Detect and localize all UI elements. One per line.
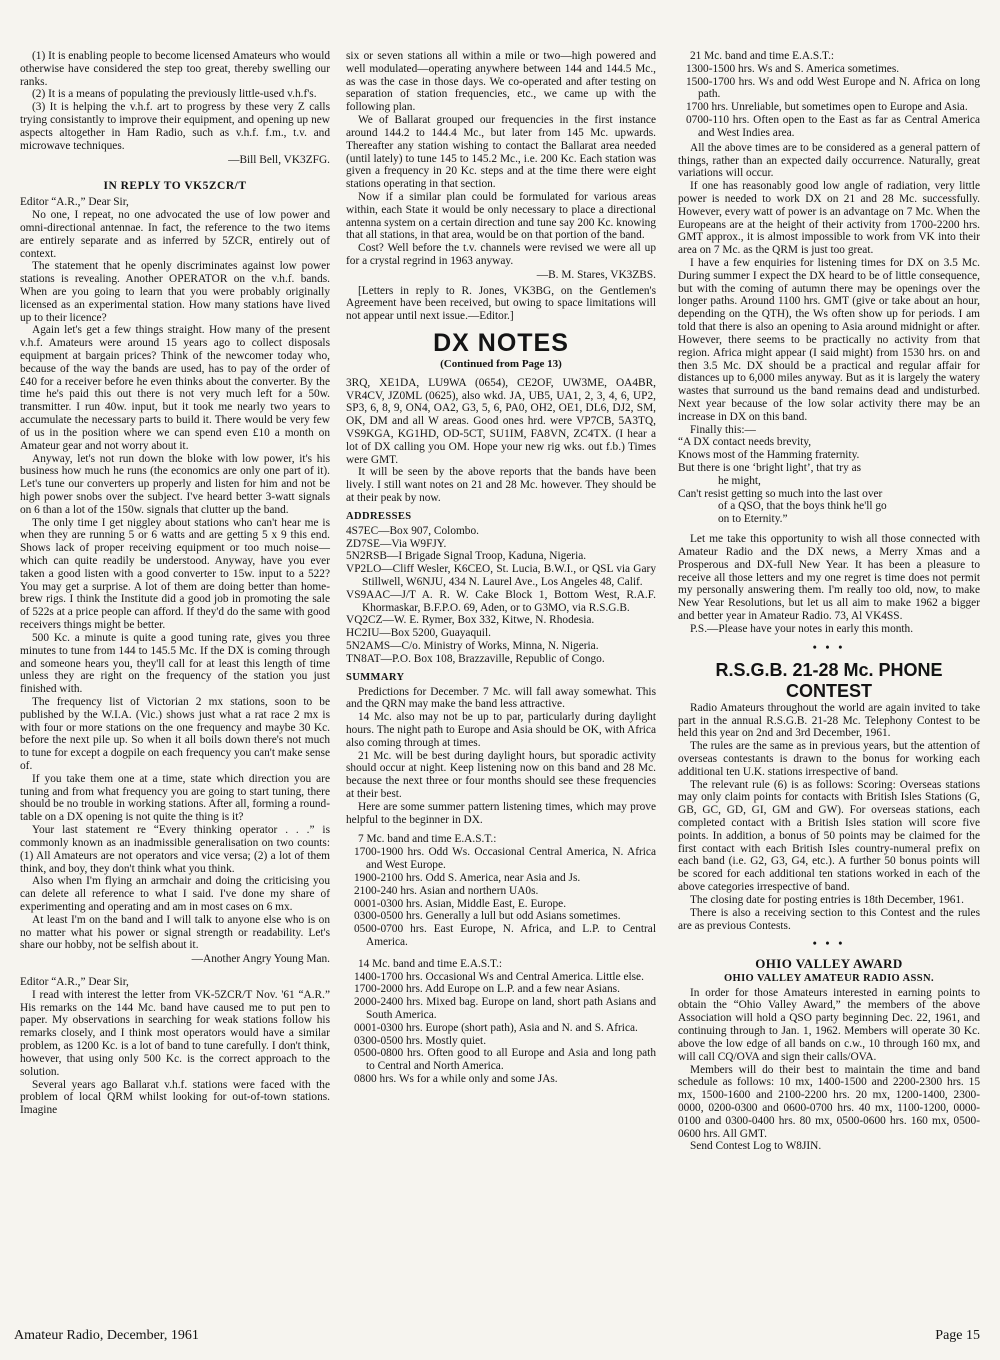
poem-line: But there is one ‘bright light’, that try as (678, 462, 862, 474)
address-item: VP2LO—Cliff Wesler, K6CEO, St. Lucia, B.W.I., or QSL via Gary Stillwell, W6NJU, 434 N. Laurel Ave., Los Angeles 48, Calif. (346, 563, 656, 588)
address-item: VS9AAC—J/T A. R. W. Cake Block 1, Bottom West, R.A.F. Khormaskar, B.F.P.O. 69, Aden, or to G3MO, via R.S.G.B. (346, 588, 656, 614)
dx-paragraph: It will be seen by the above reports that the bands have been lively. I still want notes on 21 and 28 Mc. however. They should be at their peak by now. (346, 466, 656, 505)
address-item: 5N2AMS—C/o. Ministry of Works, Minna, N. Nigeria. (346, 640, 599, 653)
letter-paragraph: No one, I repeat, no one advocated the use of low power and omni-directional antennae. In fact, the reference to the two items are entirely separate and as inferred by 5ZCR, entirely out of context. (20, 209, 330, 260)
address-list (346, 525, 656, 666)
band-title: 14 Mc. band and time E.A.S.T.: (358, 957, 503, 970)
signature: —Another Angry Young Man. (191, 953, 330, 966)
dx-paragraph: I have a few enquiries for listening times for DX on 3.5 Mc. During summer I expect the DX heard to be of little consequence, but with the coming of autumn there may be openings over the longer paths. Around 1100 hrs. GMT (give or take about an hour, depending on the QTH), the Ws often show up for periods. I am told that there is also an opening to Asia around midnight or after. However, there seems to be practically no activity from that region. Africa might appear (I said might) from 1530 hrs. on and then 3.5 Mc. DX should be a practical and regular affair for distances up to 6,000 miles anyway. But as it is largely the watery wastes that surround us the band remains dead and undisturbed. Next year because of the low solar activity there may be an increase in DX on this band. (678, 257, 980, 423)
rsgb-contest-title: R.S.G.B. 21-28 Mc. PHONE CONTEST (715, 660, 943, 701)
publication-name: Amateur Radio, December, 1961 (14, 1328, 199, 1343)
dx-paragraph: P.S.—Please have your notes in early this month. (690, 622, 914, 635)
column-middle (346, 50, 656, 1088)
dx-paragraph: 3RQ, XE1DA, LU9WA (0654), CE2OF, UW3ME, OA4BR, VR4CV, JZ0ML (0625), also wkd. JA, UB5, UA1, 2, 3, 4, 6, UP2, SP3, 6, 8, 9, ON4, OA2, G3, 5, 6, PA0, OH2, OE1, DL6, DJ2, SM, OK, DM and all W areas. Good ones hrd. were VP7CB, 5A3TQ, VS9KGA, KG1HD, OD-5CT, SU1IM, FA8VN, ZC4TX. (I hear a lot of DX calling you OM. Hope your new rig wks. out f.b.) Times were GMT. (346, 376, 656, 466)
letter-paragraph: The frequency list of Victorian 2 mx stations, soon to be published by the W.I.A. (Vic.) shows just what a rat race 2 mx is with four or more stations on the one frequency and maybe 30 Kc. before the next pile up. So when it all boils down there's not much to tune for except a dogpile on each frequency you can't make sense of. (20, 695, 330, 773)
address-item: HC2IU—Box 5200, Guayaquil. (346, 627, 491, 640)
contest-paragraph: The relevant rule (6) is as follows: Scoring: Overseas stations may only claim points for contacts with British Isles Stations (G, GB, GC, GD, GI, GM and GW). For overseas stations, each completed contact with a British Isles station will score five points. In addition, a bonus of 50 points may be claimed for the first contact with each British Isles country-numeral prefix on each band (i.e. G2, G3, G4, etc.). A further 50 bonus points will be scored for each additional ten stations worked in each of the above categories irrespective of band. (678, 778, 980, 894)
band-row: 1700-1900 hrs. Odd Ws. Occasional Central America, N. Africa and West Europe. (354, 846, 656, 872)
dx-paragraph: If one has reasonably good low angle of radiation, very little power is needed to work DX on 21 and 28 Mc. successfully. However, every watt of power is an advantage on 7 Mc. When the Europeans are at the height of their activity from 1700-2200 hrs. GMT approx., it is almost impossible to work from VK into their area on 7 Mc. as the QRM is just too great. (678, 180, 980, 257)
intro-paragraph: (1) It is enabling people to become licensed Amateurs who would otherwise have considered the step too great, thereby swelling our ranks. (20, 50, 331, 88)
award-paragraph: Send Contest Log to W8JIN. (690, 1140, 822, 1153)
contest-paragraph: The rules are the same as in previous years, but the attention of overseas contestants is drawn to the bonus for working each additional ten U.K. stations irrespective of band. (678, 740, 980, 778)
band-row: 1900-2100 hrs. Odd S. America, near Asia and Js. (354, 871, 581, 884)
letter-paragraph: Your last statement re “Every thinking operator . . .” is commonly known as an inadmissible generalisation on two counts: (1) All Amateurs are not operators and vice versa; (2) a lot of them think, and boy, they don't think what you think. (20, 824, 330, 875)
address-item: TN8AT—P.O. Box 108, Brazzaville, Republic of Congo. (346, 652, 605, 665)
dx-notes-subtitle: (Continued from Page 13) (440, 358, 562, 371)
band-row: 0300-0500 hrs. Mostly quiet. (354, 1034, 487, 1047)
summary-paragraph: Here are some summer pattern listening times, which may prove helpful to the beginner in DX. (346, 800, 656, 826)
letter-paragraph: Again let's get a few things straight. How many of the present v.h.f. Amateurs were around 15 years ago to collect disposals equipment at bargain prices? Think of the newcomer today who, because of the way the bands are used, has to pay of the order of £40 for a receiver before he even thinks about the converter. By the time he's paid this out there is not very much left for a 50w. transmitter. I run 40w. input, but it took me nearly two years to accumulate the necessary parts to build it. There would be very few of us in the position where we can spend even £10 a month on Amateur gear and not worry about it. (20, 324, 330, 452)
contest-paragraph: There is also a receiving section to this Contest and the rules are as previous Contests. (678, 906, 980, 932)
poem-line: on to Eternity.” (718, 513, 788, 526)
letter-paragraph: The statement that he openly discriminates against low power stations is revealing. Another OPERATOR on the v.h.f. bands. When are you going to learn that you were probably originally licensed as an experimental station. How many stations have lived up to their licence? (20, 260, 330, 324)
summary-heading: SUMMARY (346, 671, 405, 683)
letter-paragraph: At least I'm on the band and I will talk to anyone else who is on no matter what his power or signal strength or readability. Let's share our hobby, not be selfish about it. (20, 913, 330, 952)
column-right (678, 50, 980, 1153)
letter-paragraph: The only time I get niggley about stations who can't hear me is when they are running 5 or 6 watts and are getting 5 x 9 this end. Shows lack of proper receiving equipment or too much noise—which can quite readily be understood. Anyway, have you ever taken a good listen with a good converter to 15w. input to a 522? You may get a surprise. A lot of them are doing better than home-brew rigs. I think the Institute did a good job in promoting the sale of 522s at a price people can afford. If they'd do the same with good receivers things might be better. (20, 516, 330, 632)
letter-paragraph: six or seven stations all within a mile or two—high powered and well modulated—operating anywhere between 144 and 144.5 Mc., as was the case in those days. We co-operated and after testing on separation of station frequencies, etc., we came up with the following plan. (346, 50, 656, 114)
band-row: 1500-1700 hrs. Ws and odd West Europe and N. Africa on long path. (686, 75, 980, 101)
addresses-heading: ADDRESSES (346, 510, 412, 522)
band-row: 0001-0300 hrs. Europe (short path), Asia and N. and S. Africa. (354, 1021, 638, 1034)
page-footer (14, 1328, 980, 1344)
address-item: 5N2RSB—I Brigade Signal Troop, Kaduna, Nigeria. (346, 550, 587, 563)
salutation: Editor “A.R.,” Dear Sir, (20, 196, 129, 209)
band-row: 0300-0500 hrs. Generally a lull but odd Asians sometimes. (354, 910, 621, 923)
dx-paragraph: Finally this:— (690, 423, 756, 436)
poem-line: he might, (718, 474, 761, 487)
award-paragraph: In order for those Amateurs interested in earning points to obtain the “Ohio Valley Award,” the members of the above Association will hold a QSO party beginning Dec. 22, 1961, and continuing through to Jan. 1, 1962. Members will operate 30 Kc. above the low edge of all bands on c.w., 10 through 160 mx, and will call CQ/OVA and sign their calls/OVA. (678, 986, 980, 1063)
letter-paragraph: I read with interest the letter from VK-5ZCR/T Nov. '61 “A.R.” His remarks on the 144 Mc. band have caused me to put pen to paper. My observations in searching for weak stations follow his remarks closely, and I think most operators would have a similar problem, as 1200 Kc. is a lot of band to tune carefully. I don't think, however, that using only 500 Kc. is the correct approach to the solution. (20, 988, 330, 1078)
poem-line: “A DX contact needs brevity, (678, 436, 812, 449)
intro-paragraph: (2) It is a means of populating the previously little-used v.h.f's. (32, 88, 317, 101)
letter-paragraph: Cost? Well before the t.v. channels were revised we were all up for a crystal regrind in 1963 anyway. (346, 242, 656, 267)
band-row: 2000-2400 hrs. Mixed bag. Europe on land, short path Asians and South America. (354, 996, 656, 1022)
signature: —B. M. Stares, VK3ZBS. (536, 268, 656, 281)
band-row: 1700 hrs. Unreliable, but sometimes open to Europe and Asia. (686, 101, 968, 114)
contest-paragraph: Radio Amateurs throughout the world are again invited to take part in the annual R.S.G.B. 21-28 Mc. Telephony Contest to be held this year on 2nd and 3rd December, 1961. (678, 701, 980, 740)
address-item: VQ2CZ—W. E. Rymer, Box 332, Kitwe, N. Rhodesia. (346, 614, 595, 627)
editor-note: [Letters in reply to R. Jones, VK3BG, on the Gentlemen's Agreement have been received, but owing to space limitations will not appear until next issue.—Editor.] (346, 284, 656, 323)
summary-paragraph: Predictions for December. 7 Mc. will fall away somewhat. This and the QRN may make the band less attractive. (346, 685, 656, 711)
dx-paragraph: Let me take this opportunity to wish all those connected with Amateur Radio and the DX news, a Merry Xmas and a Prosperous and DX-full New Year. It has been a pleasure to receive all those letters and my one regret is time does not permit my personally answering them. I'm really too old, now, to make New Year Resolutions, but let us all aim to make 1962 a bigger and better year in Amateur Radio. 73, Al VK4SS. (678, 533, 980, 622)
band-row: 1700-2000 hrs. Add Europe on L.P. and a few near Asians. (354, 983, 620, 996)
letter-paragraph: Also when I'm flying an armchair and doing the criticising you can delete all reference to what I said. I've done my share of experimenting and operating and am in most cases on 6 mx. (20, 875, 330, 913)
letter-paragraph: 500 Kc. a minute is quite a good tuning rate, gives you three minutes to tune from 144 to 145.5 Mc. If the DX is coming through and someone hears you, they'll call for at least this length of time unless they are right on the frequency of the station you just finished with. (20, 631, 330, 696)
letter-paragraph: Several years ago Ballarat v.h.f. stations were faced with the problem of local QRM whilst looking for out-of-town stations. Imagine (20, 1078, 330, 1117)
letter-paragraph: We of Ballarat grouped our frequencies in the first instance around 144.2 to 144.4 Mc., but later from 145 Mc. upwards. Thereafter any station wishing to contact the Ballarat area needed (until lately) to tune 145 to 145.2 Mc., i.e. 200 Kc. Each station was given a frequency in 20 Kc. steps and at the time there were eight stations operating in that section. (346, 114, 656, 191)
band-row: 0700-110 hrs. Often open to the East as far as Central America and West Indies area. (686, 114, 980, 139)
band-row: 0800 hrs. Ws for a while only and some JAs. (354, 1073, 558, 1086)
column-left (20, 50, 330, 1117)
letter-paragraph: Now if a similar plan could be formulated for various areas within, each State it would be only necessary to place a directional antenna system on a certain direction and tune say 200 Kc. knowing that all stations, in that area, would be on that portion of the band. (346, 190, 656, 242)
letter-paragraph: If you take them one at a time, state which direction you are tuning and from what frequency you are going to start tuning, there should be no trouble in working stations. After all, forming a round-table on a DX opening is not quite the thing is it? (20, 772, 330, 824)
address-item: 4S7EC—Box 907, Colombo. (346, 524, 479, 537)
divider: • • • (812, 641, 846, 654)
poem-line: of a QSO, that the boys think he'll go (718, 500, 887, 513)
divider: • • • (812, 938, 846, 951)
letter-paragraph: Anyway, let's not run down the bloke with low power, it's his business how much he runs (the economics are only one part of it). Let's tune our converters up properly and listen for him and not be high power snobs over the subject. I've heard better 3-watt signals on 6 than a lot of the 150w. signals that clutter up the band. (20, 452, 330, 516)
band-row: 2100-240 hrs. Asian and northern UA0s. (354, 884, 539, 897)
band-title: 7 Mc. band and time E.A.S.T.: (358, 833, 497, 846)
salutation: Editor “A.R.,” Dear Sir, (20, 976, 129, 989)
dx-paragraph: All the above times are to be considered as a general pattern of things, rather than an expected daily occurrence. Naturally, great variations will occur. (678, 141, 980, 180)
band-schedule-7mc (346, 833, 656, 948)
letter-heading: IN REPLY TO VK5ZCR/T (103, 180, 247, 193)
intro-paragraph: (3) It is helping the v.h.f. art to progress by these very Z calls trying consistantly to improve their equipment, and opening up new aspects altogether in Ham Radio, such as v.h.f. f.m., t.v. and microwave techniques. (20, 101, 330, 152)
band-row: 0500-0800 hrs. Often good to all Europe and Asia and long path to Central and North America. (354, 1047, 656, 1073)
band-schedule-21mc (678, 50, 980, 140)
poem-line: Can't resist getting so much into the last over (678, 487, 883, 500)
band-row: 0500-0700 hrs. East Europe, N. Africa, and L.P. to Central America. (354, 923, 656, 948)
band-row: 0001-0300 hrs. Asian, Middle East, E. Europe. (354, 897, 567, 910)
poem (678, 436, 980, 526)
band-schedule-14mc (346, 958, 656, 1086)
ohio-award-title: OHIO VALLEY AWARD (755, 956, 903, 972)
dx-notes-title: DX NOTES (433, 329, 569, 358)
band-row: 1400-1700 hrs. Occasional Ws and Central America. Little else. (354, 970, 644, 983)
summary-paragraph: 14 Mc. also may not be up to par, particularly during daylight hours. The night path to Europe and Asia should be OK, with Africa also coming through at times. (346, 711, 656, 749)
address-item: ZD7SE—Via W9FJY. (346, 537, 447, 550)
signature: —Bill Bell, VK3ZFG. (228, 153, 330, 166)
band-title: 21 Mc. band and time E.A.S.T.: (690, 50, 835, 62)
contest-paragraph: The closing date for posting entries is 18th December, 1961. (690, 893, 964, 906)
summary-paragraph: 21 Mc. will be best during daylight hours, but sporadic activity should occur at night. Keep listening now on this band and 28 Mc. because the next three or four months should see these frequencies at their best. (346, 749, 656, 801)
band-row: 1300-1500 hrs. Ws and S. America sometimes. (686, 62, 900, 75)
page-number: Page 15 (935, 1328, 980, 1343)
ohio-award-subtitle: OHIO VALLEY AMATEUR RADIO ASSN. (723, 972, 935, 984)
poem-line: Knows most of the Hamming fraternity. (678, 449, 860, 462)
award-paragraph: Members will do their best to maintain the time and band schedule as follows: 10 mx, 1400-1500 and 2200-2300 hrs. 15 mx, 1500-1600 and 2100-2200 hrs. 20 mx, 1200-1400, 2300-0000, 0200-0300 and 0600-0700 hrs. 40 mx, 1100-1200, 0000-0100 and 0300-0400 hrs. 80 mx, 0500-0600 hrs. 160 mx, 0500-0600 hrs. All GMT. (678, 1063, 980, 1140)
